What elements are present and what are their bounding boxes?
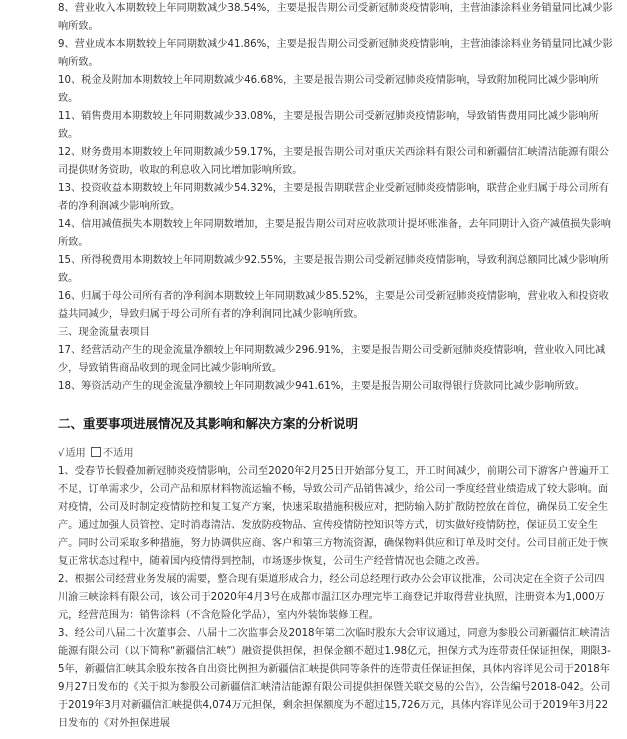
applicability-row	[58, 445, 614, 463]
item-18: 18、筹资活动产生的现金流量净额较上年同期数减少941.61%，主要是报告期公司取得银行贷款同比减少影响所致。	[58, 381, 585, 392]
spacer	[58, 433, 614, 445]
item-14: 14、信用减值损失本期数较上年同期数增加，主要是报告期公司对应收款项计提坏账准备，去年同期计入资产减值损失影响所致。	[58, 219, 611, 248]
item-17: 17、经营活动产生的现金流量净额较上年同期数减少296.91%，主要是报告期公司受新冠肺炎疫情影响，营业收入同比减少，导致销售商品收到的现金同比减少影响所致。	[58, 345, 606, 374]
not-applicable-label: 不适用	[103, 448, 134, 459]
items-top	[58, 0, 614, 396]
event-2: 2、根据公司经营业务发展的需要，整合现有渠道形成合力，经公司总经理行政办公会审议批准，公司决定在全资子公司四川渝三峡涂料有限公司，该公司于2020年4月3号在成都市温江区办理完毕工商登记并取得营业执照，注册资本为1,000万元，经营范围为：销售涂料（不含危险化学品），室内外装饰装修工程。	[58, 574, 605, 621]
section-heading: 二、重要事项进展情况及其影响和解决方案的分析说明	[58, 416, 359, 431]
item-16: 16、归属于母公司所有者的净利润本期数较上年同期数减少85.52%，主要是公司受新冠肺炎疫情影响，营业收入和投资收益共同减少，导致归属于母公司所有者的净利润同比减少影响所致。	[58, 291, 609, 320]
item-11: 11、销售费用本期数较上年同期数减少33.08%，主要是报告期公司受新冠肺炎疫情影响，导致销售费用同比减少影响所致。	[58, 111, 599, 140]
items-bottom	[58, 463, 614, 733]
spacer	[58, 396, 614, 415]
item-9: 9、营业成本本期数较上年同期数减少41.86%，主要是报告期公司受新冠肺炎疫情影响，主营油漆涂料业务销量同比减少影响所致。	[58, 39, 613, 68]
item-8: 8、营业收入本期数较上年同期数减少38.54%，主要是报告期公司受新冠肺炎疫情影响，主营油漆涂料业务销量同比减少影响所致。	[58, 3, 613, 32]
report-page	[58, 0, 614, 733]
item-10: 10、税金及附加本期数较上年同期数减少46.68%，主要是报告期公司受新冠肺炎疫情影响，导致附加税同比减少影响所致。	[58, 75, 599, 104]
event-3: 3、经公司八届二十次董事会、八届十二次监事会及2018年第二次临时股东大会审议通过，同意为参股公司新疆信汇峡清洁能源有限公司（以下简称“新疆信汇峡”）融资提供担保，担保金额不超过1.98亿元，担保方式为连带责任保证担保，期限3-5年，新疆信汇峡其余股东按各自出资比例担为新疆信汇峡提供同等条件的连带责任保证担保，具体内容详见公司于2018年9月27日发布的《关于拟为参股公司新疆信汇峡清洁能源有限公司提供担保暨关联交易的公告》，公告编号2018-042。公司于2019年3月对新疆信汇峡提供4,074万元担保，剩余担保额度为不超过15,726万元，具体内容详见公司于2019年3月22日发布的《对外担保进展	[58, 628, 611, 729]
item-13: 13、投资收益本期数较上年同期数减少54.32%，主要是报告期联营企业受新冠肺炎疫情影响，联营企业归属于母公司所有者的净利润减少影响所致。	[58, 183, 609, 212]
item-12: 12、财务费用本期数较上年同期数减少59.17%，主要是报告期公司对重庆关西涂料有限公司和新疆信汇峡清洁能源有限公司提供财务资助，收取的利息收入同比增加影响所致。	[58, 147, 609, 176]
applicable-label: 适用	[65, 448, 86, 459]
item-15: 15、所得税费用本期数较上年同期数减少92.55%，主要是报告期公司受新冠肺炎疫情影响，导致利润总额同比减少影响所致。	[58, 255, 609, 284]
checkbox-icon	[91, 447, 101, 457]
checkmark-icon: √	[58, 448, 65, 459]
event-1: 1、受春节长假叠加新冠肺炎疫情影响，公司至2020年2月25日开始部分复工，开工时间减少，前期公司下游客户普遍开工不足，订单需求少，公司产品和原材料物流运输不畅，导致公司产品销售减少，给公司一季度经营业绩造成了较大影响。面对疫情，公司及时制定疫情防控和复工复产方案，快速采取措施积极应对，把防输入防扩散防控放在首位，确保员工安全生产。通过加强人员管控、定时消毒清洁、发放防疫物品、宣传疫情防控知识等方式，切实做好疫情防控，保证员工安全生产。同时公司采取多种措施，努力协调供应商、客户和第三方物流资源，确保物料供应和订单及时交付。公司目前正处于恢复正常状态过程中，随着国内疫情得到控制，市场逐步恢复，公司生产经营情况也会随之改善。	[58, 466, 610, 567]
subsection-title-cash-flow: 三、现金流量表项目	[58, 327, 150, 338]
